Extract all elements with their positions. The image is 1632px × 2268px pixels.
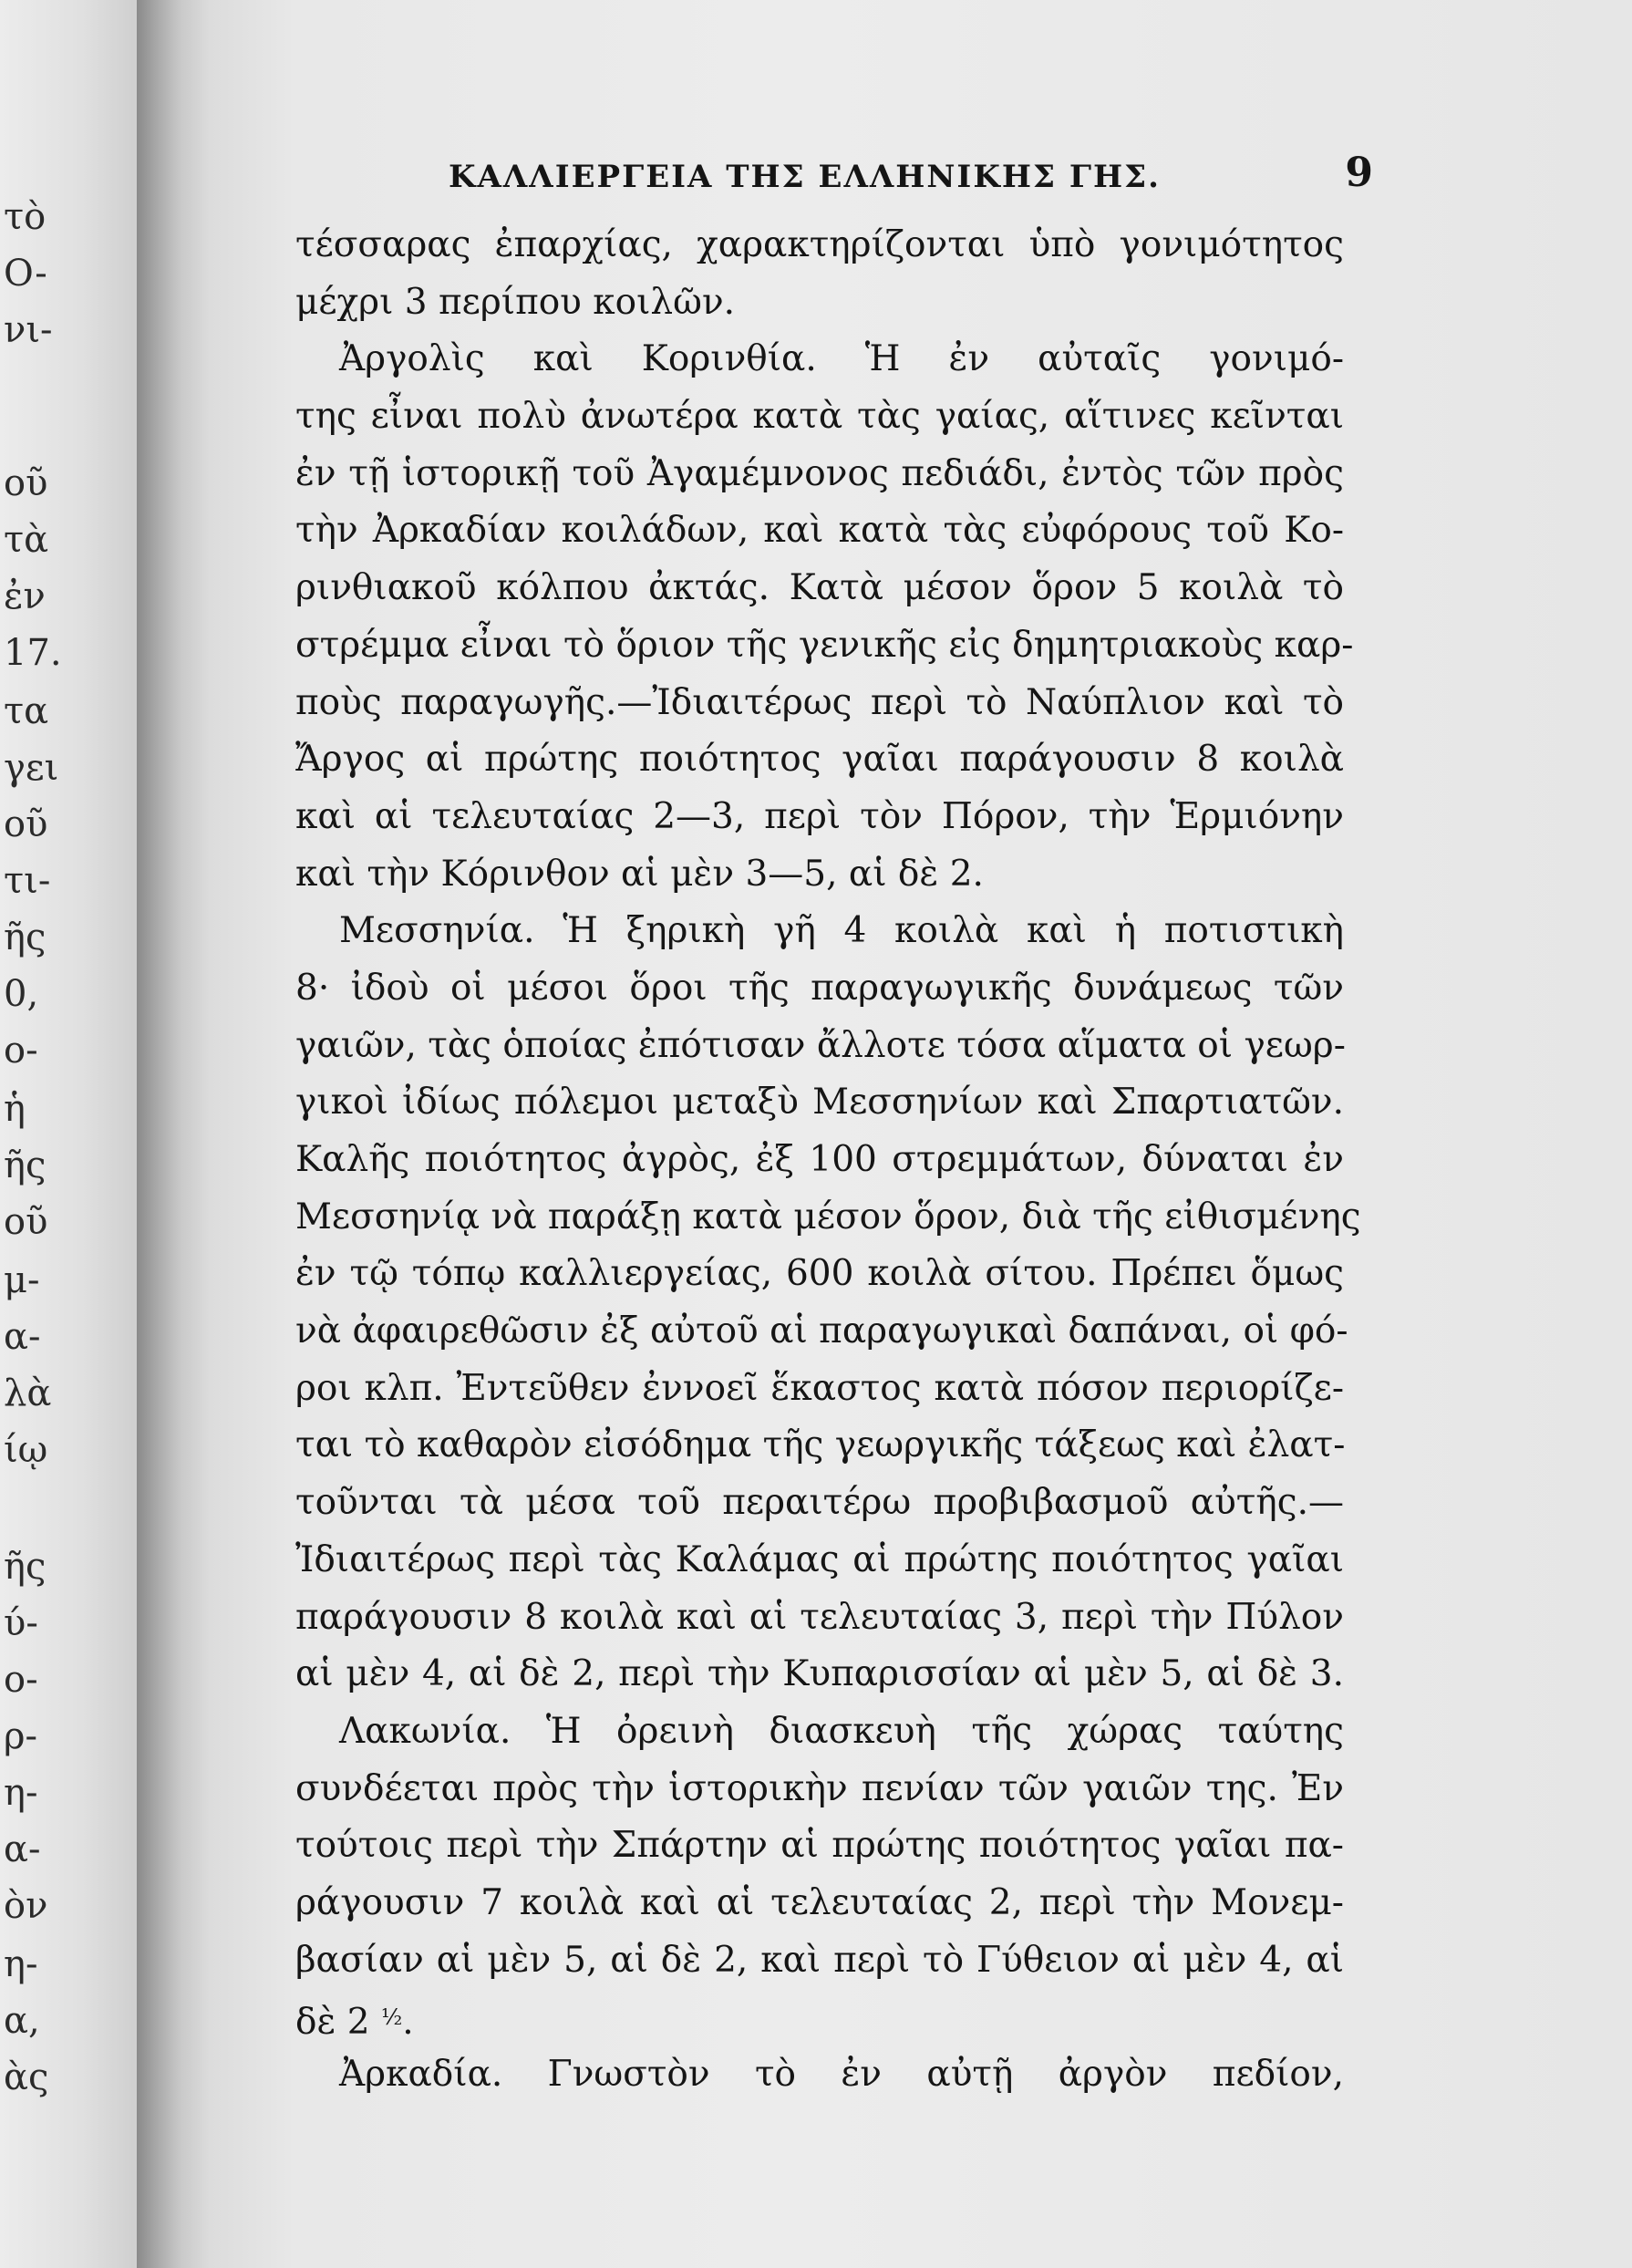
- fraction-half: ½: [381, 2004, 403, 2031]
- text-line: νὰ ἀφαιρεθῶσιν ἐξ αὐτοῦ αἱ παραγωγικαὶ δαπάναι, οἱ φό-: [295, 1310, 1348, 1352]
- text-line: αἱ μὲν 4, αἱ δὲ 2, περὶ τὴν Κυπαρισσίαν αἱ μὲν 5, αἱ δὲ 3.: [295, 1653, 1344, 1695]
- prev-page-fragment: ο-: [4, 1030, 38, 1072]
- text-line: καὶ τὴν Κόρινθον αἱ μὲν 3—5, αἱ δὲ 2.: [295, 853, 984, 895]
- section-heading-lakonia-line: Λακωνία. Ἡ ὀρεινὴ διασκευὴ τῆς χώρας ταύτης: [339, 1710, 1344, 1752]
- section-heading-messinia-line: Μεσσηνία. Ἡ ξηρικὴ γῆ 4 κοιλὰ καὶ ἡ ποτιστικὴ: [339, 910, 1344, 952]
- text-line: ροι κλπ. Ἐντεῦθεν ἐννοεῖ ἕκαστος κατὰ πόσον περιορίζε-: [295, 1367, 1344, 1409]
- book-gutter: [137, 0, 210, 2268]
- text-line: παράγουσιν 8 κοιλὰ καὶ αἱ τελευταίας 3, περὶ τὴν Πύλον: [295, 1596, 1344, 1638]
- text-line: τὴν Ἀρκαδίαν κοιλάδων, καὶ κατὰ τὰς εὐφόρους τοῦ Κο-: [295, 510, 1344, 552]
- text-fragment: δὲ 2: [295, 2002, 370, 2044]
- prev-page-fragment: ῆς: [4, 1546, 46, 1588]
- prev-page-fragment: ίῳ: [4, 1429, 48, 1471]
- text-line: ἐν τῷ τόπῳ καλλιεργείας, 600 κοιλὰ σίτου. Πρέπει ὅμως: [295, 1253, 1344, 1295]
- prev-page-fragment: η-: [4, 1943, 38, 1985]
- text-line: Καλῆς ποιότητος ἀγρὸς, ἐξ 100 στρεμμάτων, δύναται ἐν: [295, 1139, 1344, 1180]
- prev-page-fragment: ὰς: [4, 2056, 49, 2098]
- prev-page-fragment: γει: [4, 747, 59, 789]
- prev-page-fragment: ἐν: [4, 575, 46, 617]
- prev-page-fragment: ῆς: [4, 1144, 46, 1186]
- prev-page-fragment: 17.: [4, 632, 62, 674]
- prev-page-fragment: οῦ: [4, 462, 48, 504]
- text-line: ται τὸ καθαρὸν εἰσόδημα τῆς γεωργικῆς τάξεως καὶ ἐλατ-: [295, 1424, 1346, 1466]
- prev-page-fragment: 0,: [4, 973, 39, 1015]
- prev-page-fragment: λὰ: [4, 1372, 52, 1414]
- text-line: Ἄργος αἱ πρώτης ποιότητος γαῖαι παράγουσιν 8 κοιλὰ: [295, 739, 1344, 781]
- text-line: συνδέεται πρὸς τὴν ἱστορικὴν πενίαν τῶν γαιῶν της. Ἐν: [295, 1767, 1344, 1809]
- text-line: Ἰδιαιτέρως περὶ τὰς Καλάμας αἱ πρώτης ποιότητος γαῖαι: [295, 1538, 1344, 1580]
- running-head: ΚΑΛΛΙΕΡΓΕΙΑ ΤΗΣ ΕΛΛΗΝΙΚΗΣ ΓΗΣ.: [449, 159, 1162, 195]
- text-line: ρινθιακοῦ κόλπου ἀκτάς. Κατὰ μέσον ὅρον 5 κοιλὰ τὸ: [295, 567, 1344, 609]
- text-line: μέχρι 3 περίπου κοιλῶν.: [295, 281, 736, 323]
- text-line: τοῦνται τὰ μέσα τοῦ περαιτέρω προβιβασμοῦ αὐτῆς.—: [295, 1482, 1344, 1524]
- text-line: ράγουσιν 7 κοιλὰ καὶ αἱ τελευταίας 2, περὶ τὴν Μονεμ-: [295, 1881, 1344, 1923]
- prev-page-fragment: α-: [4, 1316, 41, 1358]
- prev-page-fragment: ο-: [4, 1659, 38, 1701]
- section-heading-argolis-line: Ἀργολὶς καὶ Κορινθία. Ἡ ἐν αὐταῖς γονιμό-: [339, 338, 1344, 380]
- section-heading-arkadia-line: Ἀρκαδία. Γνωστὸν τὸ ἐν αὐτῇ ἀργὸν πεδίον,: [339, 2054, 1344, 2095]
- prev-page-fragment: η-: [4, 1772, 38, 1814]
- text-line: βασίαν αἱ μὲν 5, αἱ δὲ 2, καὶ περὶ τὸ Γύθειον αἱ μὲν 4, αἱ: [295, 1939, 1344, 1981]
- prev-page-fragment: τὸ: [4, 196, 46, 238]
- text-line: γαιῶν, τὰς ὁποίας ἐπότισαν ἄλλοτε τόσα αἵματα οἱ γεωρ-: [295, 1024, 1346, 1066]
- text-line: τούτοις περὶ τὴν Σπάρτην αἱ πρώτης ποιότητος γαῖαι πα-: [295, 1825, 1344, 1867]
- prev-page-fragment: μ-: [4, 1259, 40, 1301]
- body-text: [295, 217, 1361, 2104]
- prev-page-fragment: νι-: [4, 309, 53, 351]
- text-line: στρέμμα εἶναι τὸ ὅριον τῆς γενικῆς εἰς δημητριακοὺς καρ-: [295, 624, 1354, 666]
- text-line: γικοὶ ἰδίως πόλεμοι μεταξὺ Μεσσηνίων καὶ Σπαρτιατῶν.: [295, 1082, 1344, 1124]
- prev-page-fragment: τὰ: [4, 519, 49, 561]
- page-header: [425, 150, 1373, 199]
- text-line: ποὺς παραγωγῆς.—Ἰδιαιτέρως περὶ τὸ Ναύπλιον καὶ τὸ: [295, 681, 1344, 723]
- prev-page-fragment: O-: [4, 253, 47, 295]
- prev-page-fragment: οῦ: [4, 1201, 48, 1243]
- prev-page-fragment: ἡ: [4, 1088, 26, 1130]
- prev-page-fragment: α,: [4, 2000, 40, 2042]
- prev-page-fragment: οῦ: [4, 803, 48, 845]
- prev-page-fragment: α-: [4, 1828, 41, 1870]
- text-line: τέσσαρας ἐπαρχίας, χαρακτηρίζονται ὑπὸ γονιμότητος: [295, 224, 1344, 265]
- text-line: της εἶναι πολὺ ἀνωτέρα κατὰ τὰς γαίας, αἵτινες κεῖνται: [295, 396, 1344, 438]
- text-line: ἐν τῇ ἱστορικῇ τοῦ Ἀγαμέμνονος πεδιάδι, ἐντὸς τῶν πρὸς: [295, 452, 1344, 494]
- prev-page-fragment: ρ-: [4, 1715, 38, 1757]
- prev-page-fragment: ύ-: [4, 1602, 38, 1644]
- prev-page-fragment: τι-: [4, 860, 51, 902]
- prev-page-fragment: ὸν: [4, 1885, 48, 1927]
- text-line-with-fraction: δὲ 2 $^{\frac{1}{2}}$.: [295, 2002, 414, 2044]
- previous-page-edge: [0, 0, 137, 2268]
- text-line: καὶ αἱ τελευταίας 2—3, περὶ τὸν Πόρον, τὴν Ἑρμιόνην: [295, 795, 1344, 837]
- text-line: 8· ἰδοὺ οἱ μέσοι ὅροι τῆς παραγωγικῆς δυνάμεως τῶν: [295, 967, 1344, 1009]
- text-line: Μεσσηνίᾳ νὰ παράξῃ κατὰ μέσον ὅρον, διὰ τῆς εἰθισμένης: [295, 1196, 1361, 1238]
- page-number: 9: [1345, 150, 1373, 196]
- prev-page-fragment: τα: [4, 690, 49, 732]
- prev-page-fragment: ῆς: [4, 917, 46, 958]
